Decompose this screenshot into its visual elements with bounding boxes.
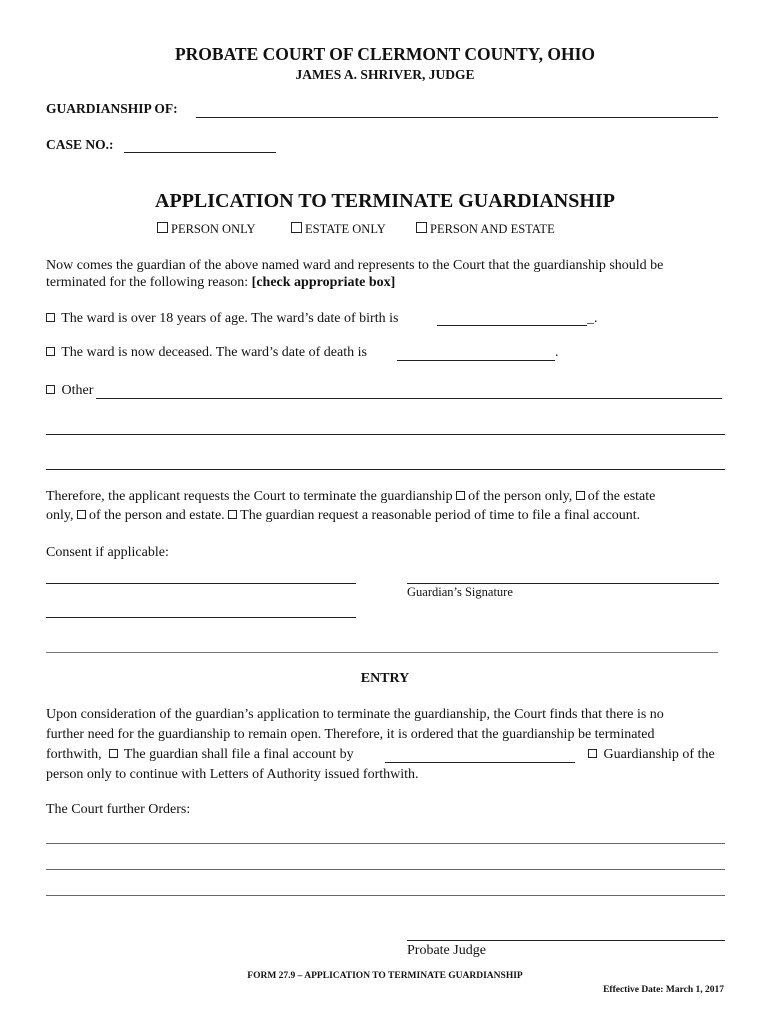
form-title: APPLICATION TO TERMINATE GUARDIANSHIP — [155, 190, 615, 212]
checkbox-icon[interactable] — [416, 222, 427, 233]
form-footer-name: FORM 27.9 – APPLICATION TO TERMINATE GUARDIANSHIP — [247, 971, 523, 981]
request-person-and-estate: of the person and estate. — [88, 508, 225, 523]
request-line-1 — [46, 489, 655, 505]
option-estate-only-label: ESTATE ONLY — [305, 222, 386, 236]
reason-over-18-end: _. — [587, 311, 598, 326]
court-title: PROBATE COURT OF CLERMONT COUNTY, OHIO — [174, 44, 596, 64]
judge-signature-line[interactable] — [407, 940, 725, 941]
entry-final-account-text: The guardian shall file a final account by — [123, 747, 354, 762]
entry-line-2: further need for the guardianship to remain open. Therefore, it is ordered that the guardianship be terminated — [46, 727, 655, 742]
case-no-field[interactable] — [124, 152, 276, 153]
intro-line-2-text: terminated for the following reason: — [46, 275, 249, 290]
probate-judge-label: Probate Judge — [407, 943, 486, 958]
consent-signature-line-1[interactable] — [46, 583, 356, 584]
option-person-only-label: PERSON ONLY — [171, 222, 256, 236]
entry-line-4: person only to continue with Letters of Authority issued forthwith. — [46, 767, 419, 782]
entry-heading: ENTRY — [360, 671, 410, 686]
checkbox-icon[interactable] — [576, 491, 585, 500]
entry-guardianship-option — [588, 747, 715, 763]
guardianship-of-label: GUARDIANSHIP OF: — [46, 101, 178, 116]
other-reason-field-2[interactable] — [46, 434, 725, 435]
guardian-signature-label: Guardian’s Signature — [407, 585, 513, 599]
section-divider — [46, 652, 718, 653]
intro-line-1: Now comes the guardian of the above named ward and represents to the Court that the guardianship should be — [46, 258, 664, 273]
checkbox-icon[interactable] — [588, 749, 597, 758]
reason-over-18 — [46, 311, 398, 327]
other-reason-field[interactable] — [96, 398, 722, 399]
request-line-2 — [46, 508, 640, 524]
reason-deceased-end: . — [555, 345, 559, 360]
guardianship-of-field[interactable] — [196, 117, 718, 118]
checkbox-icon[interactable] — [77, 510, 86, 519]
further-orders-line-3[interactable] — [46, 895, 725, 896]
date-of-death-field[interactable] — [397, 360, 555, 361]
request-person-only: of the person only, — [468, 489, 573, 504]
checkbox-icon[interactable] — [228, 510, 237, 519]
further-orders-line-1[interactable] — [46, 843, 725, 844]
reason-other — [46, 383, 93, 399]
request-only: only, — [46, 508, 74, 523]
checkbox-icon[interactable] — [291, 222, 302, 233]
check-instruction: [check appropriate box] — [251, 275, 396, 290]
checkbox-icon[interactable] — [456, 491, 465, 500]
checkbox-icon[interactable] — [46, 385, 55, 394]
option-person-and-estate[interactable] — [416, 222, 555, 237]
request-text-1: Therefore, the applicant requests the Court to terminate the guardianship — [46, 489, 453, 504]
option-estate-only[interactable] — [291, 222, 386, 237]
final-account-date-field[interactable] — [385, 762, 575, 763]
other-reason-field-3[interactable] — [46, 469, 725, 470]
request-estate: of the estate — [587, 489, 656, 504]
date-of-birth-field[interactable] — [437, 325, 587, 326]
reason-other-label: Other — [61, 383, 94, 398]
further-orders-line-2[interactable] — [46, 869, 725, 870]
entry-guardianship-text: Guardianship of the — [603, 747, 715, 762]
entry-line-1: Upon consideration of the guardian’s application to terminate the guardianship, the Court finds that there is no — [46, 707, 664, 722]
judge-name: JAMES A. SHRIVER, JUDGE — [295, 67, 475, 82]
consent-signature-line-2[interactable] — [46, 617, 356, 618]
checkbox-icon[interactable] — [46, 347, 55, 356]
option-person-only[interactable] — [157, 222, 256, 237]
guardian-signature-line[interactable] — [407, 583, 719, 584]
entry-forthwith: forthwith, — [46, 747, 102, 762]
intro-line-2 — [46, 275, 395, 291]
option-person-and-estate-label: PERSON AND ESTATE — [430, 222, 555, 236]
reason-deceased-text: The ward is now deceased. The ward’s date of death is — [61, 345, 367, 360]
case-no-label: CASE NO.: — [46, 137, 114, 152]
effective-date: Effective Date: March 1, 2017 — [603, 985, 724, 995]
checkbox-icon[interactable] — [46, 313, 55, 322]
checkbox-icon[interactable] — [109, 749, 118, 758]
entry-line-3 — [46, 747, 354, 763]
reason-over-18-text: The ward is over 18 years of age. The ward’s date of birth is — [61, 311, 399, 326]
consent-label: Consent if applicable: — [46, 545, 169, 560]
reason-deceased — [46, 345, 367, 361]
request-final-account: The guardian request a reasonable period of time to file a final account. — [240, 508, 641, 523]
further-orders-label: The Court further Orders: — [46, 802, 191, 817]
checkbox-icon[interactable] — [157, 222, 168, 233]
